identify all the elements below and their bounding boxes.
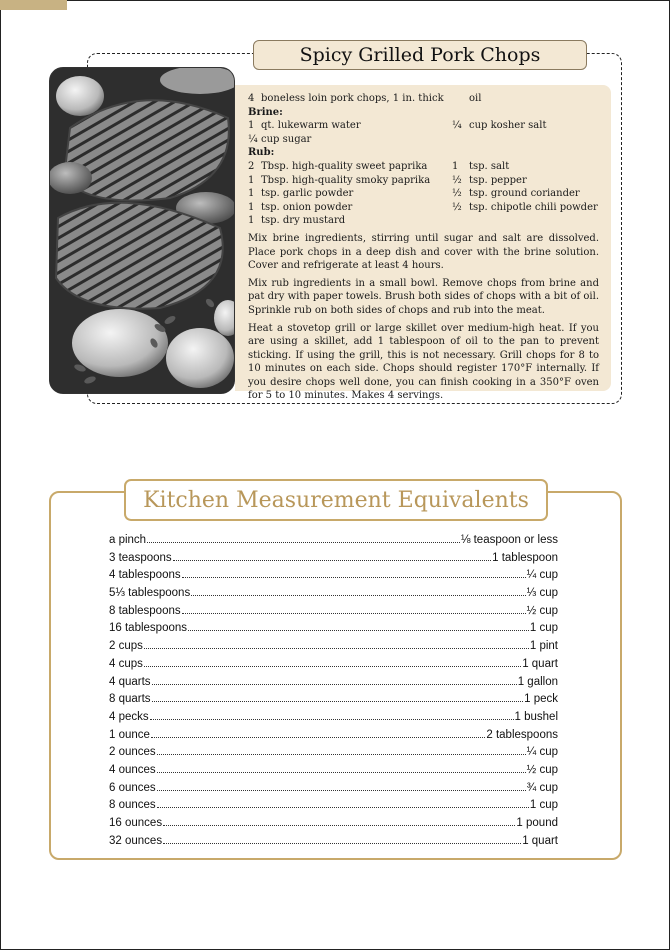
measurement-row (109, 833, 558, 851)
ingredient-left (248, 92, 452, 106)
ingredient-heading-label: Rub: (248, 147, 275, 159)
dot-leader (173, 550, 491, 561)
pork-chops-photo-illustration (50, 68, 235, 394)
ingredient-heading (248, 146, 599, 160)
ingredient-row (248, 201, 599, 215)
measurement-to: ⅛ teaspoon or less (460, 534, 558, 546)
measurement-from: 2 ounces (109, 746, 156, 759)
dot-leader (157, 744, 526, 755)
ingredient-row (248, 214, 599, 228)
instruction-paragraph: Mix brine ingredients, stirring until sugar and salt are dissolved. Place pork chops in a deep dish and cover with the brine solution. Cover and refrigerate at least 4 hours. (248, 232, 599, 272)
ingredient-quantity: ½ (452, 188, 462, 200)
measurement-to: 1 cup (529, 622, 558, 635)
ingredient-name: cup kosher salt (469, 120, 547, 132)
measurement-row (109, 638, 558, 656)
measurement-to: ¼ cup (526, 746, 558, 759)
ingredient-name: tsp. dry mustard (261, 215, 346, 227)
measurement-row (109, 567, 558, 585)
ingredient-name: Tbsp. high-quality sweet paprika (261, 160, 428, 172)
ingredient-quantity: ¼ (248, 133, 258, 145)
measurement-to: 1 gallon (517, 675, 558, 688)
ingredient-right (452, 174, 599, 188)
measurement-to: 1 pint (529, 640, 558, 653)
ingredient-right (452, 133, 599, 147)
ingredient-name: tsp. onion powder (261, 201, 353, 213)
measurement-from: 8 quarts (109, 693, 151, 706)
measurement-row (109, 797, 558, 815)
measurement-list (109, 532, 558, 850)
measurement-row (109, 780, 558, 798)
ingredient-name: tsp. garlic powder (261, 188, 354, 200)
ingredient-right (452, 201, 599, 215)
ingredient-left (248, 201, 452, 215)
measurement-from: 16 ounces (109, 817, 163, 829)
ingredient-name: qt. lukewarm water (261, 120, 361, 132)
ingredient-row (248, 92, 599, 106)
measurement-to: 2 tablespoons (486, 728, 558, 741)
ingredient-heading-label: Brine: (248, 106, 283, 118)
dot-leader (150, 709, 514, 720)
instruction-list (248, 232, 599, 403)
measurement-from: 32 ounces (109, 834, 163, 847)
dot-leader (188, 620, 529, 631)
measurement-row (109, 603, 558, 621)
measurement-row (109, 620, 558, 638)
ingredient-quantity: ¼ (452, 120, 462, 132)
instruction-paragraph: Heat a stovetop grill or large skillet over medium-high heat. If you are using a skillet, add 1 tablespoon of oil to the pan to prevent sticking. If using the grill, this is not necessary. Grill chops for 8 to 10 minutes on each side. Chops should register 170°F internally. If you desire chops well done, you can finish cooking in a 350°F oven for 5 to 10 minutes. Makes 4 servings. (248, 322, 599, 402)
measurement-to: ½ cup (526, 763, 558, 776)
ingredient-row (248, 133, 599, 147)
ingredient-list (248, 92, 599, 228)
ingredient-right (452, 92, 599, 106)
ingredient-quantity: 1 (452, 160, 459, 172)
dot-leader (147, 532, 460, 543)
dot-leader (152, 674, 517, 685)
ingredient-right (452, 160, 599, 174)
measurement-to: 1 cup (529, 799, 558, 812)
dot-leader (191, 585, 525, 596)
measurement-to: ½ cup (526, 604, 558, 617)
dot-leader (144, 656, 521, 667)
ingredient-quantity: 4 (248, 93, 255, 104)
ingredient-right (452, 187, 599, 201)
ingredient-left (248, 133, 452, 147)
dot-leader (144, 638, 529, 649)
measurement-row (109, 550, 558, 568)
measurement-from: a pinch (109, 534, 147, 546)
measurement-from: 5⅓ tablespoons (109, 587, 191, 600)
measurement-to: 1 quart (522, 657, 558, 670)
measurement-row (109, 762, 558, 780)
measurement-to: ⅓ cup (526, 587, 558, 600)
measurement-row (109, 691, 558, 709)
measurement-title: Kitchen Measurement Equivalents (124, 479, 548, 521)
ingredient-name: oil (469, 93, 482, 104)
measurement-to: 1 quart (522, 834, 558, 847)
measurement-row (109, 727, 558, 745)
measurement-from: 4 quarts (109, 675, 151, 688)
ingredient-quantity: 1 (248, 174, 255, 186)
ingredient-quantity: 2 (248, 160, 255, 172)
measurement-row (109, 709, 558, 727)
ingredient-name: boneless loin pork chops, 1 in. thick (261, 93, 444, 104)
dot-leader (152, 691, 524, 702)
measurement-from: 2 cups (109, 640, 143, 653)
ingredient-name: Tbsp. high-quality smoky paprika (261, 174, 431, 186)
instruction-paragraph: Mix rub ingredients in a small bowl. Remove chops from brine and pat dry with paper towels. Brush both sides of chops with a bit of oil. Sprinkle rub on both sides of chops and rub into the meat. (248, 277, 599, 316)
measurement-from: 16 tablespoons (109, 622, 188, 635)
ingredient-heading (248, 106, 599, 120)
ingredient-row (248, 119, 599, 133)
dot-leader (182, 603, 526, 614)
ingredient-name: tsp. chipotle chili powder (469, 201, 598, 213)
dot-leader (151, 727, 485, 738)
measurement-row (109, 815, 558, 833)
ingredient-quantity: 1 (248, 201, 255, 213)
measurement-from: 8 tablespoons (109, 604, 181, 617)
ingredient-name: cup sugar (261, 133, 312, 145)
measurement-to: 1 peck (524, 693, 558, 706)
measurement-to: 1 tablespoon (492, 551, 558, 564)
measurement-to: ¼ cup (526, 569, 558, 582)
recipe-panel (235, 85, 611, 402)
measurement-row (109, 585, 558, 603)
measurement-to: 1 bushel (514, 710, 558, 723)
measurement-row (109, 656, 558, 674)
measurement-from: 4 cups (109, 657, 143, 670)
recipe-photo (49, 67, 235, 394)
ingredient-right (452, 119, 599, 133)
ingredient-name: tsp. salt (469, 160, 510, 172)
ingredient-quantity: ½ (452, 174, 462, 186)
dot-leader (157, 780, 526, 791)
ingredient-left (248, 160, 452, 174)
ingredient-quantity: 1 (248, 215, 255, 227)
measurement-from: 4 pecks (109, 710, 149, 723)
measurement-from: 1 ounce (109, 728, 150, 741)
measurement-from: 8 ounces (109, 799, 156, 812)
ingredient-quantity: ½ (452, 201, 462, 213)
measurement-from: 6 ounces (109, 781, 156, 794)
measurement-from: 4 tablespoons (109, 569, 181, 582)
recipe-title: Spicy Grilled Pork Chops (253, 40, 587, 70)
measurement-from: 4 ounces (109, 763, 156, 776)
dot-leader (163, 815, 515, 826)
measurement-row (109, 674, 558, 692)
ingredient-left (248, 187, 452, 201)
ingredient-right (452, 214, 599, 228)
ingredient-quantity: 1 (248, 188, 255, 200)
ingredient-left (248, 214, 452, 228)
dot-leader (157, 762, 526, 773)
ingredient-left (248, 119, 452, 133)
ingredient-row (248, 187, 599, 201)
ingredient-left (248, 174, 452, 188)
measurement-from: 3 teaspoons (109, 551, 172, 564)
dot-leader (157, 797, 529, 808)
ingredient-name: tsp. pepper (469, 174, 527, 186)
ingredient-quantity: 1 (248, 120, 255, 132)
ingredient-row (248, 174, 599, 188)
measurement-row (109, 532, 558, 550)
measurement-row (109, 744, 558, 762)
dot-leader (163, 833, 521, 844)
measurement-to: ¾ cup (526, 781, 558, 794)
ingredient-row (248, 160, 599, 174)
ingredient-name: tsp. ground coriander (469, 188, 580, 200)
dot-leader (182, 567, 526, 578)
measurement-to: 1 pound (516, 817, 558, 829)
corner-tab (0, 0, 67, 10)
